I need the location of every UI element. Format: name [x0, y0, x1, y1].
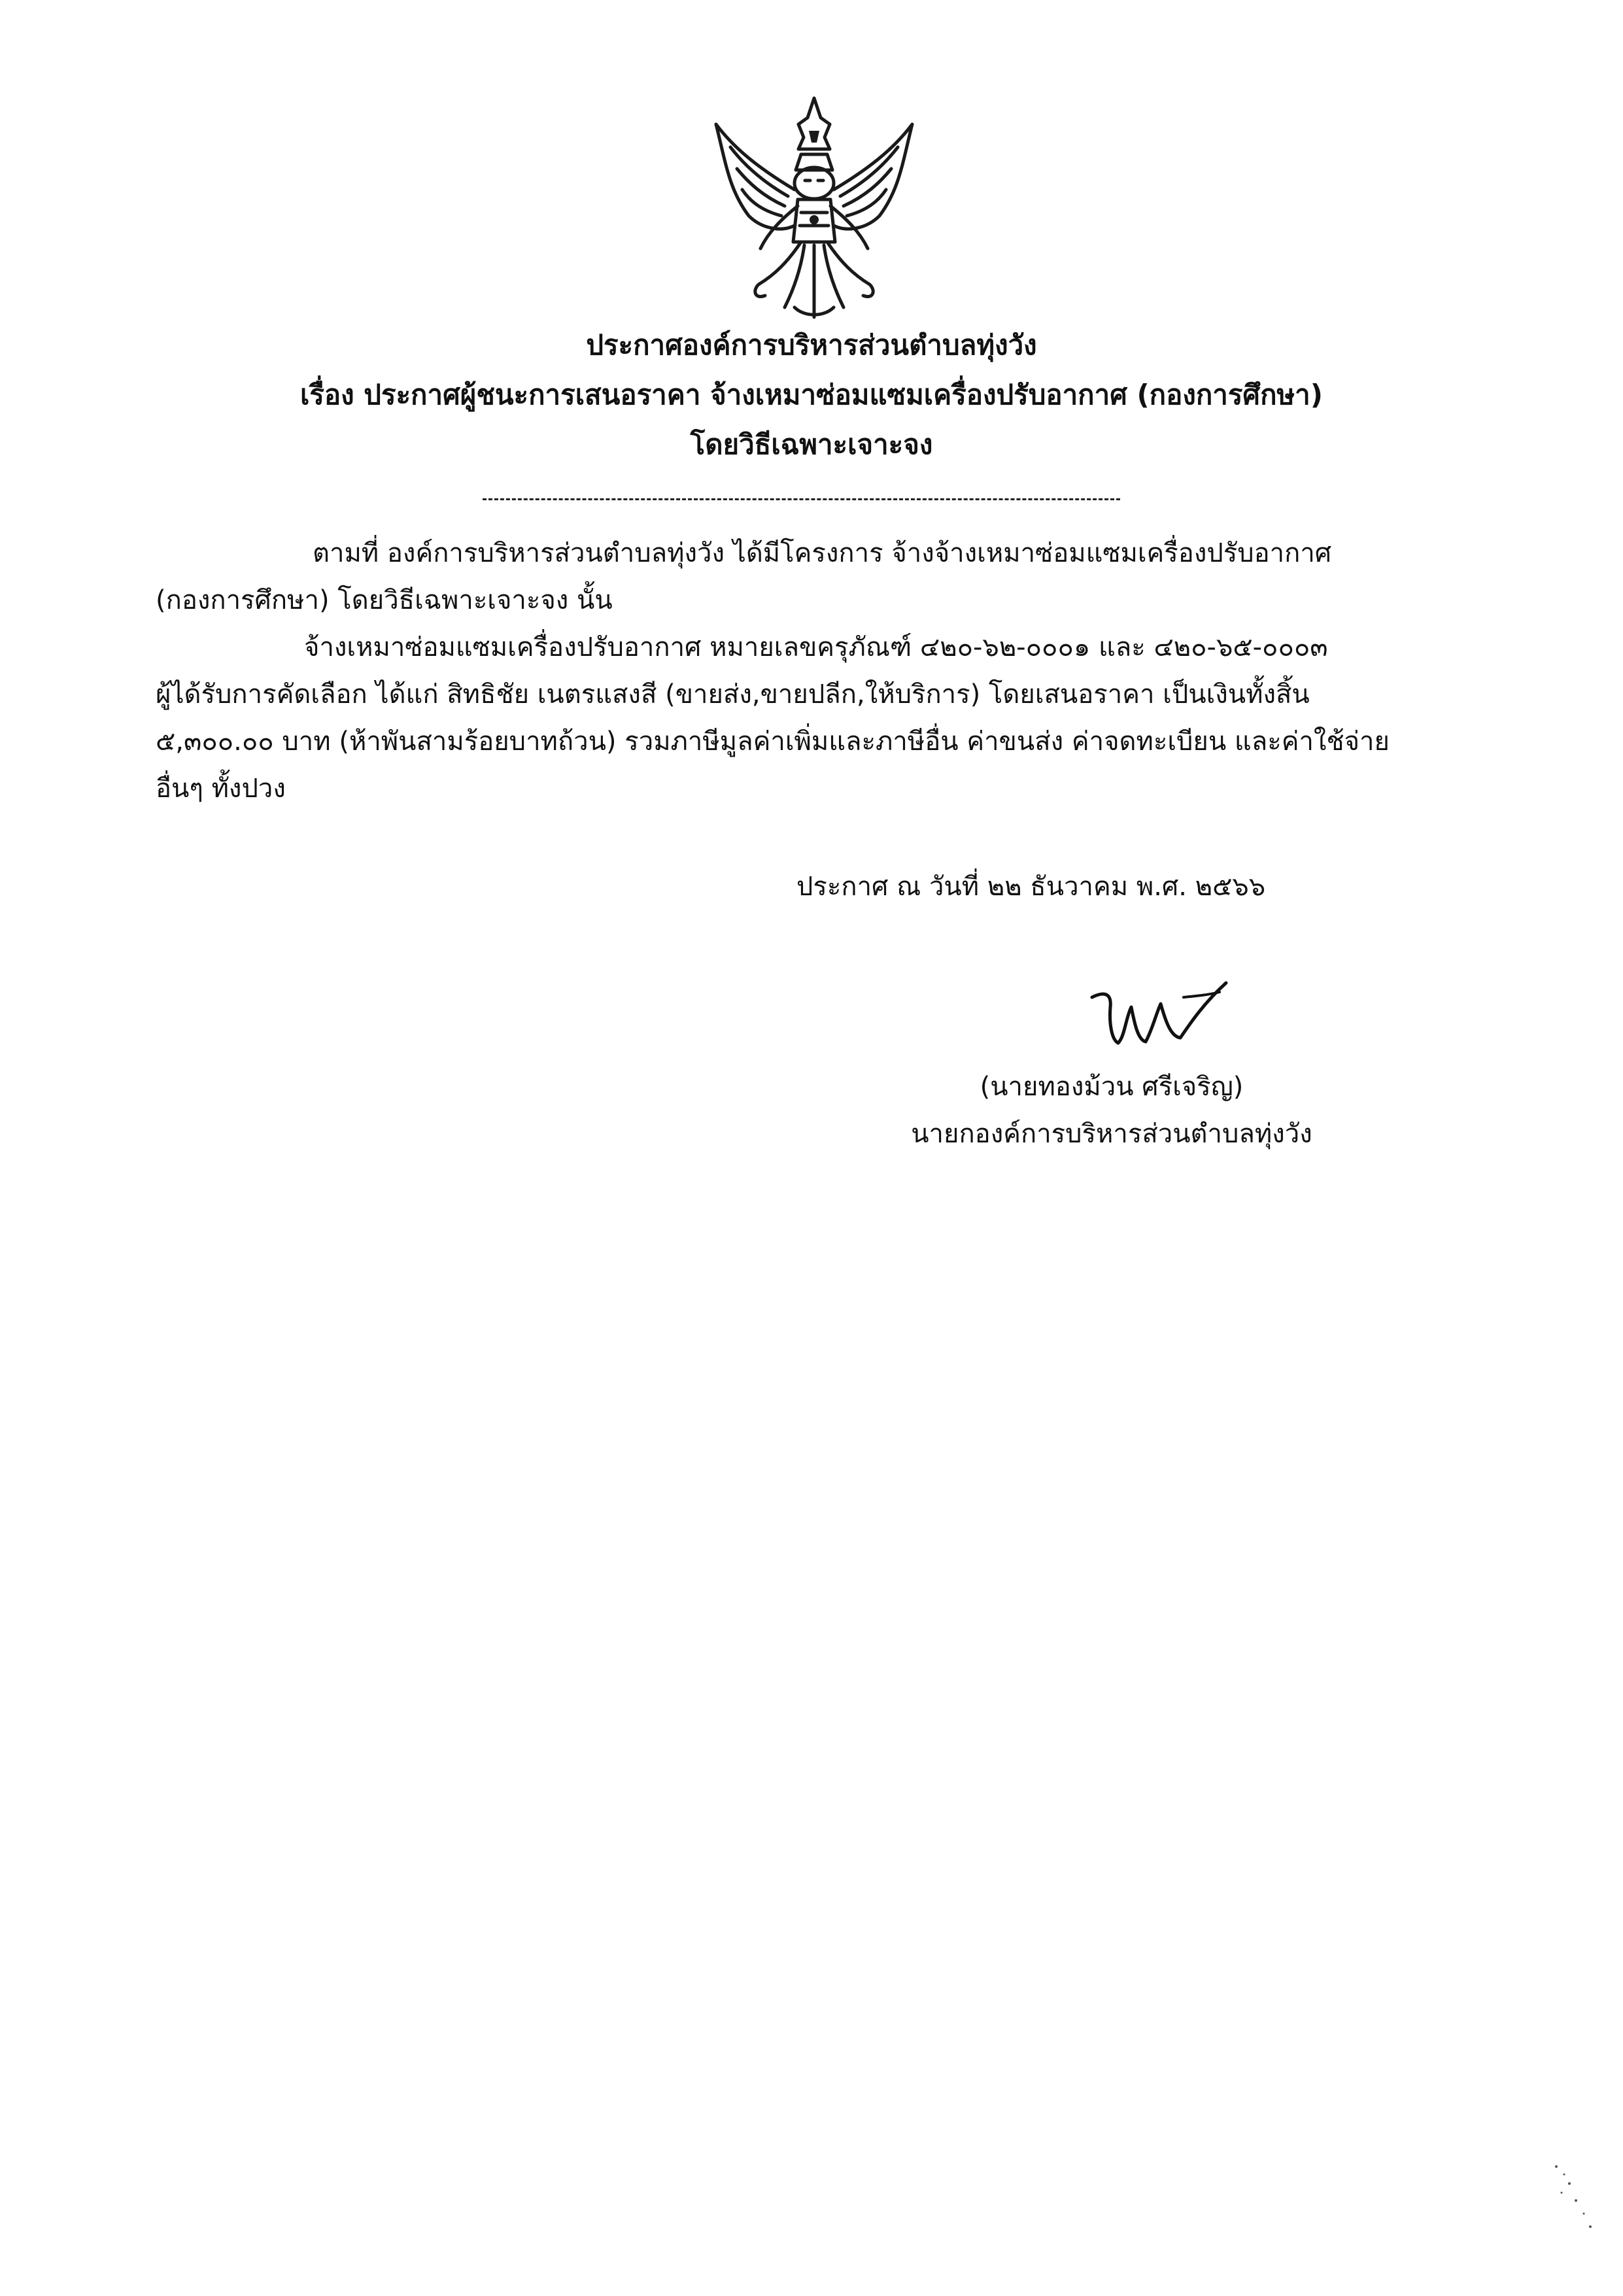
- paragraph-2-line-4: อื่นๆ ทั้งปวง: [156, 774, 286, 804]
- signatory-position: นายกองค์การบริหารส่วนตำบลทุ่งวัง: [911, 1119, 1312, 1149]
- announcement-subject: เรื่อง ประกาศผู้ชนะการเสนอราคา จ้างเหมาซ่อมแซมเครื่องปรับอากาศ (กองการศึกษา): [300, 379, 1323, 411]
- procurement-method: โดยวิธีเฉพาะเจาะจง: [690, 428, 933, 460]
- announcement-title: ประกาศองค์การบริหารส่วนตำบลทุ่งวัง: [586, 329, 1037, 361]
- paragraph-1-line-2: (กองการศึกษา) โดยวิธีเฉพาะเจาะจง นั้น: [156, 585, 613, 615]
- signature-mark-icon: [1085, 978, 1236, 1056]
- paragraph-2-line-3: ๕,๓๐๐.๐๐ บาท (ห้าพันสามร้อยบาทถ้วน) รวมภาษีมูลค่าเพิ่มและภาษีอื่น ค่าขนส่ง ค่าจดทะเบียน และค่าใช้จ่าย: [156, 727, 1390, 757]
- paragraph-2-line-2: ผู้ได้รับการคัดเลือก ได้แก่ สิทธิชัย เนตรแสงสี (ขายส่ง,ขายปลีก,ให้บริการ) โดยเสนอราคา เป็นเงินทั้งสิ้น: [156, 679, 1310, 710]
- announce-date: ประกาศ ณ วันที่ ๒๒ ธันวาคม พ.ศ. ๒๕๖๖: [796, 872, 1266, 902]
- garuda-emblem-icon: [690, 92, 938, 327]
- scan-speck-icon: [1550, 2161, 1596, 2233]
- paragraph-2-line-1: จ้างเหมาซ่อมแซมเครื่องปรับอากาศ หมายเลขครุภัณฑ์ ๔๒๐-๖๒-๐๐๐๑ และ ๔๒๐-๖๕-๐๐๐๓: [304, 632, 1328, 662]
- paragraph-1-line-1: ตามที่ องค์การบริหารส่วนตำบลทุ่งวัง ได้มีโครงการ จ้างจ้างเหมาซ่อมแซมเครื่องปรับอากาศ: [313, 538, 1332, 568]
- signatory-name: (นายทองม้วน ศรีเจริญ): [980, 1072, 1244, 1102]
- heading-divider: [483, 498, 1120, 500]
